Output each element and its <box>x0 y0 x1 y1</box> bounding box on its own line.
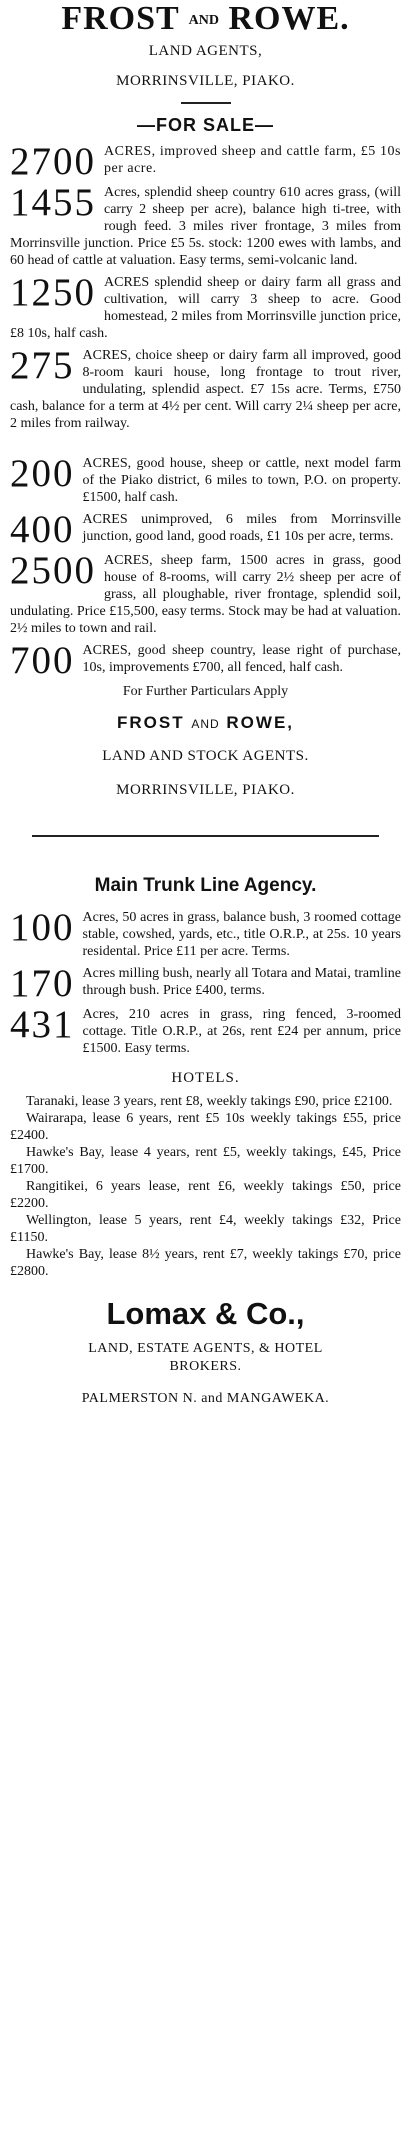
listing-acreage: 431 <box>10 1003 75 1047</box>
listing-acreage: 400 <box>10 508 75 552</box>
listing-acreage: 170 <box>10 962 75 1006</box>
listing-description: ACRES, improved sheep and cattle farm, £5 10s per acre. <box>104 144 401 177</box>
hotels-list <box>10 1093 401 1280</box>
hotel-item: Hawke's Bay, lease 8½ years, rent £7, weekly takings £70, price £2800. <box>10 1247 401 1280</box>
for-sale-heading: —FOR SALE— <box>136 115 274 136</box>
hotel-item: Hawke's Bay, lease 4 years, rent £5, weekly takings, £45, Price £1700. <box>10 1145 401 1178</box>
hotel-item: Wairarapa, lease 6 years, rent £5 10s weekly takings £55, price £2400. <box>10 1111 401 1144</box>
listing-item <box>10 181 401 269</box>
listing-description: ACRES, good sheep country, lease right of purchase, 10s, improvements £700, all fenced, half cash. <box>82 643 401 676</box>
listing-item <box>10 271 401 342</box>
lomax-profession-line1: LAND, ESTATE AGENTS, & HOTEL <box>88 1341 323 1357</box>
listing-description: Acres, 50 acres in grass, balance bush, 3 roomed cottage stable, cowshed, yards, etc., title O.R.P., at 25s. 10 years residental. Price £11 per acre. Terms. <box>82 910 401 960</box>
firm-signature-profession: LAND AND STOCK AGENTS. <box>102 748 309 765</box>
divider-short <box>181 102 231 104</box>
hotel-item: Rangitikei, 6 years lease, rent £6, weekly takings £50, price £2200. <box>10 1179 401 1212</box>
firm-signature-location: MORRINSVILLE, PIAKO. <box>116 782 295 799</box>
listing-item <box>10 140 401 184</box>
lomax-locations: PALMERSTON N. and MANGAWEKA. <box>81 1391 330 1407</box>
hotels-heading: HOTELS. <box>171 1070 240 1087</box>
listing-item <box>10 508 401 552</box>
listing-acreage: 100 <box>10 906 75 950</box>
frost-and-rowe-advert <box>10 0 401 801</box>
listing-item <box>10 962 401 1006</box>
agency-listings <box>10 906 401 1057</box>
firm-signature-frost: FROST <box>116 713 185 733</box>
listing-acreage: 2500 <box>10 549 96 593</box>
listing-description: Acres milling bush, nearly all Totara and Matai, tramline through bush. Price £400, terms. <box>82 966 401 999</box>
listing-item <box>10 344 401 432</box>
listing-item <box>10 549 401 637</box>
listing-item <box>10 1003 401 1057</box>
firm-header <box>10 0 401 40</box>
listing-acreage: 700 <box>10 639 75 683</box>
listing-description: ACRES, sheep farm, 1500 acres in grass, good house of 8-rooms, will carry 2½ sheep per acre of grass, all ploughable, river frontage, splendid soil, undulating. Price £15,500, easy terms. Stock may be had at valuation. 2½ miles to town and rail. <box>10 553 401 637</box>
lomax-firm-name: Lomax & Co., <box>106 1296 305 1332</box>
firm-signature-and: AND <box>191 717 220 732</box>
listing-acreage: 200 <box>10 452 75 496</box>
listing-description: ACRES, choice sheep or dairy farm all improved, good 8-room kauri house, long frontage to trout river, undulating, splendid aspect. £7 15s acre. Terms, £750 cash, balance for a term at 4½ per cent. Will carry 2¼ sheep per acre, 2 miles from railway. <box>10 348 401 432</box>
listing-item <box>10 452 401 506</box>
listing-acreage: 1250 <box>10 271 96 315</box>
property-listings <box>10 140 401 683</box>
listing-acreage: 1455 <box>10 181 96 225</box>
further-particulars: For Further Particulars Apply <box>122 684 289 700</box>
listing-acreage: 2700 <box>10 140 96 184</box>
firm-location: MORRINSVILLE, PIAKO. <box>116 73 295 90</box>
firm-signature-rowe: ROWE, <box>226 713 295 733</box>
firm-name-rowe: ROWE. <box>228 0 350 37</box>
firm-signature <box>10 708 401 739</box>
listing-item <box>10 906 401 960</box>
hotel-item: Wellington, lease 5 years, rent £4, weekly takings £32, Price £1150. <box>10 1213 401 1246</box>
firm-name-frost: FROST <box>61 0 180 37</box>
firm-profession: LAND AGENTS, <box>148 43 263 60</box>
firm-name-and: AND <box>188 13 219 29</box>
section-divider <box>32 835 379 837</box>
listing-description: Acres, splendid sheep country 610 acres grass, (will carry 2 sheep per acre), balance high ti-tree, with rough feed. 3 miles river frontage, 3 miles from Morrinsville junction. Price £5 5s. stock: 1200 ewes with lambs, and 60 head of cattle at valuation. Easy terms, semi-volcanic land. <box>10 185 401 269</box>
listing-description: ACRES splendid sheep or dairy farm all grass and cultivation, will carry 3 sheep to acre. Good homestead, 2 miles from Morrinsville junction price, £8 10s, half cash. <box>10 275 401 342</box>
spacer <box>10 432 401 450</box>
lomax-advert <box>10 871 401 1408</box>
listing-description: ACRES unimproved, 6 miles from Morrinsville junction, good land, good roads, £1 10s per acre, terms. <box>82 512 401 545</box>
hotel-item: Taranaki, lease 3 years, rent £8, weekly takings £90, price £2100. <box>26 1094 393 1110</box>
listing-item <box>10 639 401 683</box>
listing-description: Acres, 210 acres in grass, ring fenced, 3-roomed cottage. Title O.R.P., at 26s, rent £24 per annum, price £1500. Easy terms. <box>82 1007 401 1057</box>
agency-title: Main Trunk Line Agency. <box>94 875 317 897</box>
listing-acreage: 275 <box>10 344 75 388</box>
lomax-profession-line2: BROKERS. <box>169 1359 242 1375</box>
listing-description: ACRES, good house, sheep or cattle, next model farm of the Piako district, 6 miles to town, P.O. on property. £1500, half cash. <box>82 456 401 506</box>
